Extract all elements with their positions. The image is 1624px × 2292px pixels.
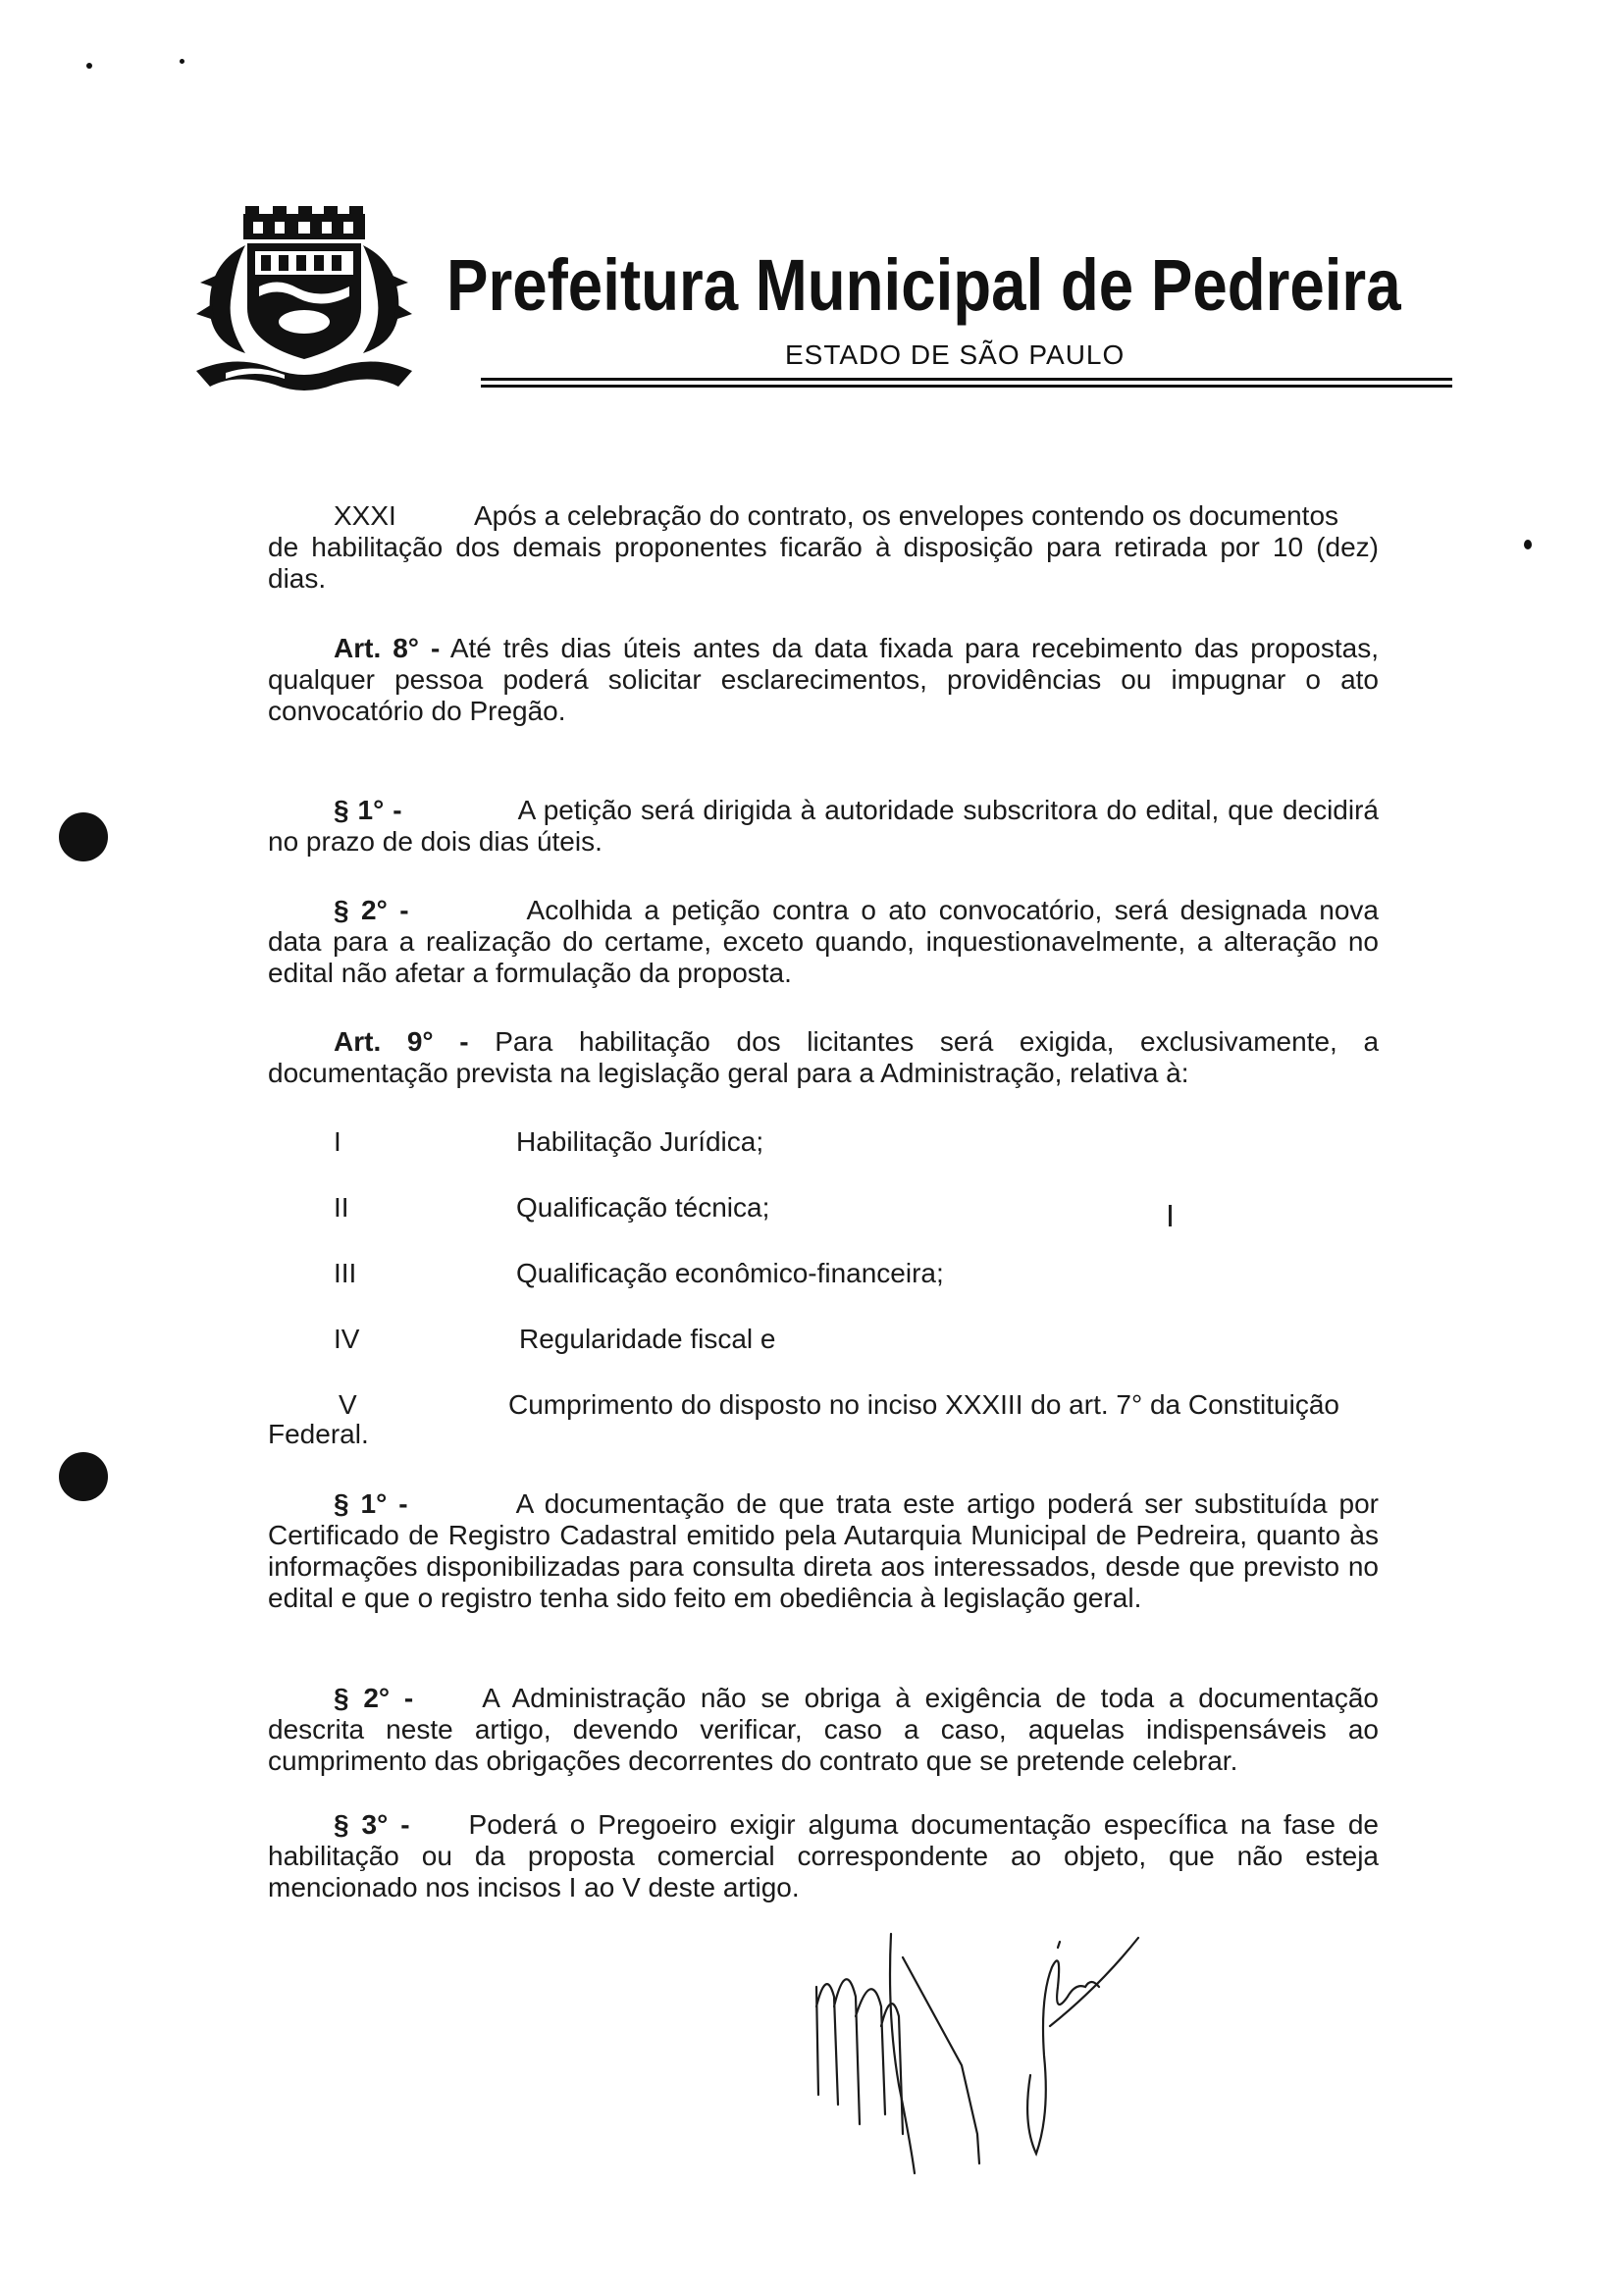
article-8-paragraph-1 bbox=[268, 795, 1379, 858]
item-text: Qualificação técnica; bbox=[516, 1192, 770, 1223]
paragraph-text: A documentação de que trata este artigo poderá ser substituída por Certificado de Registro Cadastral emitido pela Autarquia Municipal de Pedreira, quanto às informações disponibilizadas para consulta direta aos interessados, desde que previsto no edital e que o registro tenha sido feito em obediência à legislação geral. bbox=[268, 1488, 1379, 1613]
item-text: Habilitação Jurídica; bbox=[516, 1126, 764, 1157]
paragraph-heading: § 3° - bbox=[334, 1809, 410, 1840]
coat-of-arms-logo bbox=[196, 206, 412, 402]
header-rule bbox=[481, 378, 1452, 381]
page-subtitle: ESTADO DE SÃO PAULO bbox=[785, 339, 1126, 370]
header-rule bbox=[481, 385, 1452, 388]
article-heading: Art. 9° - bbox=[334, 1026, 469, 1057]
scan-speck bbox=[86, 63, 92, 69]
item-number: II bbox=[334, 1192, 349, 1223]
punch-hole bbox=[59, 812, 108, 861]
item-text: Regularidade fiscal e bbox=[519, 1324, 776, 1354]
clause-first-line: Após a celebração do contrato, os envelopes contendo os documentos bbox=[474, 500, 1339, 531]
punch-hole bbox=[59, 1452, 108, 1501]
item-number: IV bbox=[334, 1324, 360, 1354]
article-heading: Art. 8° - bbox=[334, 633, 441, 663]
scan-speck bbox=[1524, 540, 1532, 549]
clause-continuation: de habilitação dos demais proponentes ficarão à disposição para retirada por 10 (dez) dias. bbox=[268, 532, 1379, 594]
paragraph-text: A Administração não se obriga à exigência de toda a documentação descrita neste artigo, devendo verificar, caso a caso, aquelas indispensáveis ao cumprimento das obrigações decorrentes do contrato que se pretende celebrar. bbox=[268, 1683, 1379, 1776]
paragraph-text: Acolhida a petição contra o ato convocatório, será designada nova data para a realização do certame, exceto quando, inquestionavelmente, a alteração no edital não afetar a formulação da proposta. bbox=[268, 895, 1379, 988]
paragraph-text: Poderá o Pregoeiro exigir alguma documentação específica na fase de habilitação ou da proposta comercial correspondente ao objeto, que não esteja mencionado nos incisos I ao V deste artigo. bbox=[268, 1809, 1379, 1902]
scan-speck bbox=[180, 59, 184, 64]
article-9-paragraph-1 bbox=[268, 1488, 1379, 1614]
article-9-paragraph-2 bbox=[268, 1683, 1379, 1777]
page-title: Prefeitura Municipal de Pedreira bbox=[446, 244, 1401, 326]
article-9-paragraph-3 bbox=[268, 1809, 1379, 1903]
paragraph-text: A petição será dirigida à autoridade subscritora do edital, que decidirá no prazo de dois dias úteis. bbox=[268, 795, 1379, 857]
clause-number: XXXI bbox=[334, 500, 396, 531]
paragraph-heading: § 1° - bbox=[334, 1488, 408, 1519]
item-number: V bbox=[339, 1389, 357, 1420]
article-8-paragraph-2 bbox=[268, 895, 1379, 989]
article-text: Até três dias úteis antes da data fixada para recebimento das propostas, qualquer pessoa poderá solicitar esclarecimentos, providências ou impugnar o ato convocatório do Pregão. bbox=[268, 633, 1380, 726]
item-text: Cumprimento do disposto no inciso XXXIII do art. 7° da Constituição bbox=[508, 1389, 1339, 1420]
article-9 bbox=[268, 1026, 1379, 1089]
item-continuation: Federal. bbox=[268, 1419, 369, 1449]
item-text: Qualificação econômico-financeira; bbox=[516, 1258, 944, 1288]
item-number: I bbox=[334, 1126, 341, 1157]
handwritten-signatures bbox=[805, 1928, 1158, 2193]
paragraph-heading: § 1° - bbox=[334, 795, 402, 825]
article-text: Para habilitação dos licitantes será exigida, exclusivamente, a documentação prevista na legislação geral para a Administração, relativa à: bbox=[268, 1026, 1380, 1088]
item-number: III bbox=[334, 1258, 357, 1288]
article-8 bbox=[268, 633, 1379, 727]
paragraph-heading: § 2° - bbox=[334, 1683, 414, 1713]
scan-mark bbox=[1169, 1205, 1172, 1226]
paragraph-heading: § 2° - bbox=[334, 895, 409, 925]
